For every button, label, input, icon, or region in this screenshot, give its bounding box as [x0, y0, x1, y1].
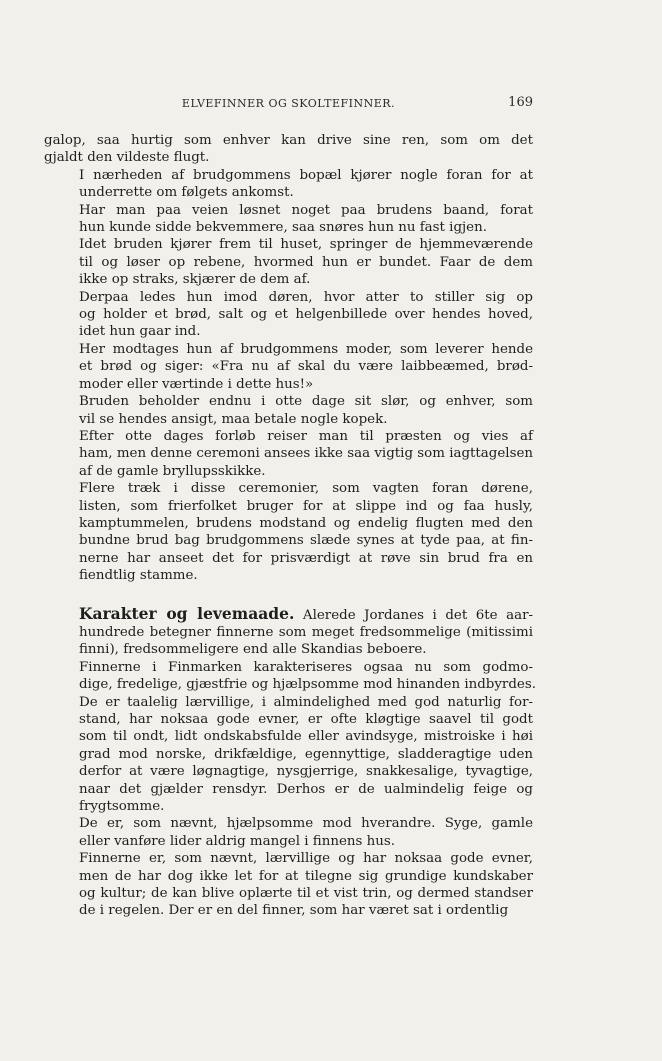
text-line: I nærheden af brudgommens bopæl kjører nogle foran for at	[79, 167, 533, 183]
text-line: dige, fredelige, gjæstfrie og hjælpsomme mod hinanden indbyrdes.	[79, 677, 536, 693]
text-line: Her modtages hun af brudgommens moder, som leverer hende	[79, 341, 533, 357]
text-line: underrette om følgets ankomst.	[79, 185, 294, 201]
text-line: og holder et brød, salt og et helgenbillede over hendes hoved,	[79, 307, 533, 323]
text-line: et brød og siger: «Fra nu af skal du være laibbeæmed, brød-	[79, 359, 533, 375]
section-heading: Karakter og levemaade.	[79, 603, 295, 623]
text-line: moder eller værtinde i dette hus!»	[79, 376, 314, 392]
text-line: og kultur; de kan blive oplærte til et vist trin, og dermed standser	[79, 886, 533, 902]
text-line: Efter otte dages forløb reiser man til præsten og vies af	[79, 428, 533, 444]
text-line: stand, har noksaa gode evner, er ofte kløgtige saavel til godt	[79, 712, 533, 727]
text-line: Finnerne i Finmarken karakteriseres ogsaa nu som godmo-	[79, 659, 533, 675]
text-line: af de gamle bryllupsskikke.	[79, 463, 266, 479]
paragraph	[44, 167, 533, 202]
text-line: Finnerne er, som nævnt, lærvillige og har noksaa gode evner,	[79, 851, 533, 867]
running-header: ELVEFINNER OG SKOLTEFINNER.	[181, 97, 396, 110]
paragraph	[44, 236, 533, 288]
text-line: vil se hendes ansigt, maa betale nogle kopek.	[79, 411, 388, 427]
text-line: Derpaa ledes hun imod døren, hvor atter to stiller sig op	[79, 289, 533, 305]
section-paragraph-list	[44, 659, 536, 920]
section-first-line-text: Alerede Jordanes i det 6te aar-	[294, 607, 533, 623]
text-line: hundrede betegner finnerne som meget fredsommelige (mitissimi	[79, 624, 533, 640]
section-first-paragraph	[44, 605, 533, 659]
paragraph	[44, 289, 533, 341]
text-line: Bruden beholder endnu i otte dage sit slør, og enhver, som	[79, 394, 533, 410]
section-karakter	[44, 605, 533, 659]
paragraph	[44, 428, 533, 480]
text-line: ikke op straks, skjærer de dem af.	[79, 272, 311, 288]
text-line: de i regelen. Der er en del finner, som har været sat i ordentlig	[79, 903, 509, 919]
paragraph	[44, 850, 533, 920]
text-line: listen, som frierfolket bruger for at slippe ind og faa husly,	[79, 498, 533, 514]
text-line: ham, men denne ceremoni ansees ikke saa vigtig som iagttagelsen	[79, 446, 533, 462]
text-line: til og løser op rebene, hvormed hun er bundet. Faar de dem	[79, 254, 533, 270]
paragraph	[44, 659, 536, 816]
text-line: finni), fredsommeligere end alle Skandias beboere.	[79, 642, 427, 658]
text-line: fiendtlig stamme.	[79, 568, 198, 584]
text-line: grad mod norske, drikfældige, egennyttige, sladderagtige uden	[79, 746, 533, 762]
text-line: De er, som nævnt, hjælpsomme mod hverandre. Syge, gamle	[79, 816, 533, 832]
paragraph	[44, 815, 533, 850]
text-line	[44, 605, 533, 624]
text-line: gjaldt den vildeste flugt.	[44, 150, 210, 166]
text-line: men de har dog ikke let for at tilegne sig grundige kundskaber	[79, 868, 533, 884]
text-line: bundne brud bag brudgommens slæde synes at tyde paa, at fin-	[79, 533, 533, 549]
text-line: frygtsomme.	[79, 799, 165, 815]
text-line: naar det gjælder rensdyr. Derhos er de ualmindelig feige og	[79, 781, 533, 797]
paragraph	[44, 202, 533, 237]
text-line: idet hun gaar ind.	[79, 324, 201, 340]
text-line: Har man paa veien løsnet noget paa brudens baand, forat	[79, 202, 533, 218]
text-line: kamptummelen, brudens modstand og endelig flugten med den	[79, 515, 533, 531]
text-line: galop, saa hurtig som enhver kan drive sine ren, som om det	[44, 133, 533, 148]
paragraph	[44, 341, 533, 393]
text-line: som til ondt, lidt ondskabsfulde eller avindsyge, mistroiske i høi	[79, 729, 533, 745]
paragraph	[44, 393, 533, 428]
text-line: hun kunde sidde bekvemmere, saa snøres hun nu fast igjen.	[79, 220, 487, 236]
text-line: Idet bruden kjører frem til huset, springer de hjemmeværende	[79, 237, 533, 253]
page-number: 169	[508, 95, 533, 110]
paragraph	[44, 480, 533, 584]
text-line: derfor at være løgnagtige, nysgjerrige, snakkesalige, tyvagtige,	[79, 764, 533, 780]
paragraph-list	[44, 132, 533, 585]
text-line: eller vanføre lider aldrig mangel i finnens hus.	[79, 833, 396, 849]
text-line: De er taalelig lærvillige, i almindelighed med god naturlig for-	[79, 694, 533, 710]
page-body	[44, 132, 536, 920]
text-line: nerne har anseet det for prisværdigt at røve sin brud fra en	[79, 550, 533, 566]
text-line: Flere træk i disse ceremonier, som vagten foran dørene,	[79, 481, 533, 497]
paragraph	[44, 132, 533, 167]
